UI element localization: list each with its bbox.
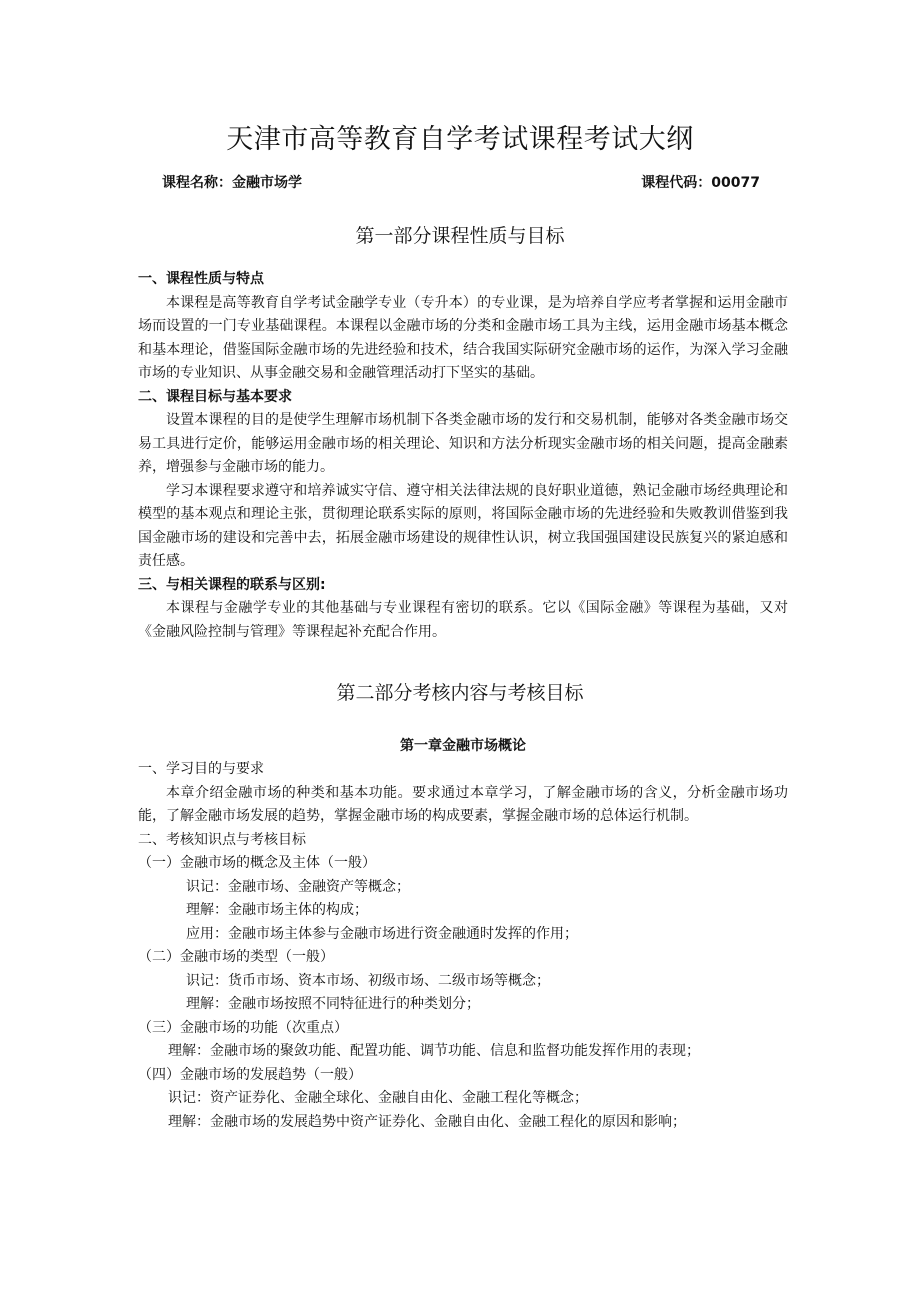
subsection-heading: 一、学习目的与要求 (138, 761, 264, 777)
topic-item: 理解：金融市场按照不同特征进行的种类划分； (186, 996, 480, 1012)
section-heading: 三、与相关课程的联系与区别: (138, 576, 326, 593)
topic-title: （一）金融市场的概念及主体（一般） (138, 855, 376, 871)
section-paragraph: 本课程与金融学专业的其他基础与专业课程有密切的联系。它以《国际金融》等课程为基础，又对《金融风险控制与管理》等课程起补充配合作用。 (138, 600, 788, 640)
topic-item: 应用：金融市场主体参与金融市场进行资金融通时发挥的作用； (186, 925, 578, 942)
chapter-title: 第一章金融市场概论 (400, 738, 526, 754)
course-name: 课程名称：金融市场学 (162, 175, 302, 191)
part1-body (138, 268, 788, 644)
document-title: 天津市高等教育自学考试课程考试大纲 (226, 124, 694, 155)
topic-item: 理解：金融市场的发展趋势中资产证券化、金融自由化、金融工程化的原因和影响； (168, 1113, 686, 1130)
section-paragraph: 本课程是高等教育自学考试金融学专业（专升本）的专业课，是为培养自学应考者掌握和运用金融市场而设置的一门专业基础课程。本课程以金融市场的分类和金融市场工具为主线，运用金融市场基本概念和基本理论，借鉴国际金融市场的先进经验和技术，结合我国实际研究金融市场的运作，为深入学习金融市场的专业知识、从事金融交易和金融管理活动打下坚实的基础。 (138, 294, 788, 381)
topic-item: 识记：资产证券化、金融全球化、金融自由化、金融工程化等概念； (168, 1090, 588, 1106)
part2-title: 第二部分考核内容与考核目标 (336, 682, 584, 704)
part2-body (138, 734, 788, 1134)
section-heading: 一、课程性质与特点 (138, 271, 264, 287)
section-paragraph: 学习本课程要求遵守和培养诚实守信、遵守相关法律法规的良好职业道德，熟记金融市场经典理论和模型的基本观点和理论主张，贯彻理论联系实际的原则，将国际金融市场的先进经验和失败教训借鉴到我国金融市场的建设和完善中去，拓展金融市场建设的规律性认识，树立我国强国建设民族复兴的紧迫感和责任感。 (138, 482, 788, 569)
section-heading: 二、课程目标与基本要求 (138, 388, 292, 405)
topic-title: （四）金融市场的发展趋势（一般） (138, 1066, 362, 1083)
topic-item: 识记：货币市场、资本市场、初级市场、二级市场等概念； (186, 972, 550, 989)
topic-title: （二）金融市场的类型（一般） (138, 949, 334, 965)
subsection-heading: 二、考核知识点与考核目标 (138, 831, 306, 848)
topic-item: 识记：金融市场、金融资产等概念； (186, 878, 410, 895)
topic-item: 理解：金融市场主体的构成； (186, 902, 368, 918)
topic-item: 理解：金融市场的聚敛功能、配置功能、调节功能、信息和监督功能发挥作用的表现； (168, 1043, 700, 1059)
course-code: 课程代码：00077 (641, 175, 760, 191)
objectives-paragraph: 本章介绍金融市场的种类和基本功能。要求通过本章学习，了解金融市场的含义，分析金融市场功能，了解金融市场发展的趋势，掌握金融市场的构成要素，掌握金融市场的总体运行机制。 (138, 784, 788, 824)
part1-title: 第一部分课程性质与目标 (355, 225, 565, 247)
topic-title: （三）金融市场的功能（次重点） (138, 1019, 348, 1036)
section-paragraph: 设置本课程的目的是使学生理解市场机制下各类金融市场的发行和交易机制，能够对各类金融市场交易工具进行定价，能够运用金融市场的相关理论、知识和方法分析现实金融市场的相关问题，提高金融素养，增强参与金融市场的能力。 (138, 412, 788, 475)
